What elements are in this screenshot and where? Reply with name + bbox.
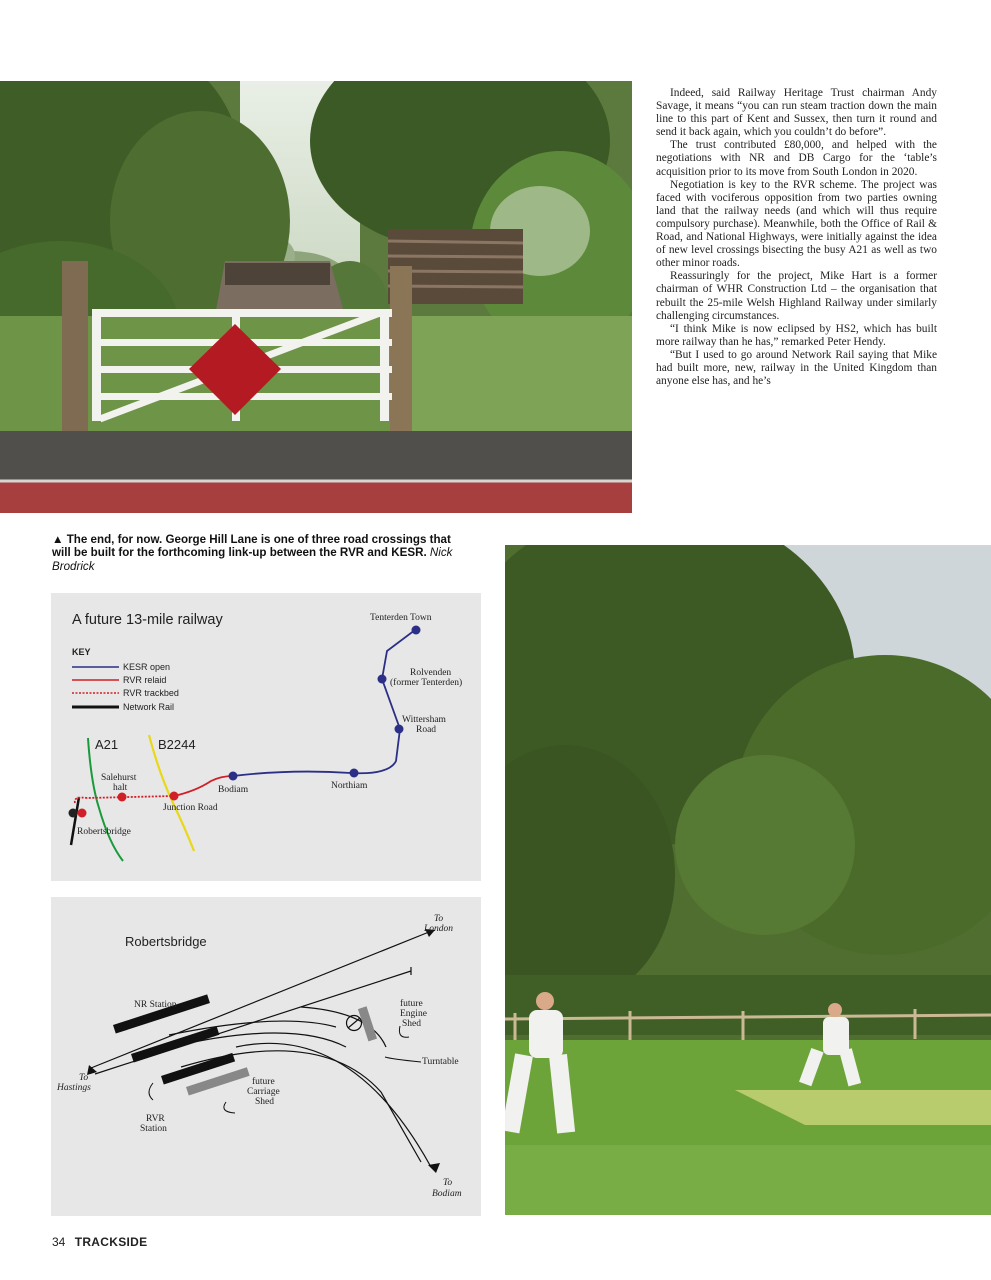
railway-map-svg	[51, 593, 481, 881]
label-engine-shed-2: Engine	[400, 1009, 427, 1019]
article-body	[656, 87, 937, 388]
key-label-rvr-relaid: RVR relaid	[123, 675, 167, 685]
road-a21-line	[88, 738, 123, 861]
label-engine-shed-3: Shed	[402, 1019, 421, 1029]
caption-text: The end, for now. George Hill Lane is one of three road crossings that will be built for the forthcoming link-up between the RVR and KESR.	[52, 533, 451, 560]
label-rvr-station: RVR	[146, 1114, 165, 1124]
label-to-hastings: To	[79, 1073, 89, 1083]
label-carriage-shed-2: Carriage	[247, 1087, 280, 1097]
map-future-railway	[51, 593, 481, 881]
map-key-title: KEY	[72, 647, 91, 657]
page-footer	[52, 1235, 147, 1249]
photo-cricket-match	[505, 545, 991, 1215]
article-paragraph: Reassuringly for the project, Mike Hart is a former chairman of WHR Construction Ltd – the organisation that rebuilt the 25-mile Welsh Highland Railway under similarly challenging circumstances.	[656, 270, 937, 322]
label-tenterden: Tenterden Town	[370, 613, 432, 623]
station-dot-bodiam	[229, 772, 238, 781]
network-rail-line	[71, 797, 79, 845]
photo-caption	[52, 533, 472, 573]
road-label-a21: A21	[95, 737, 119, 752]
article-paragraph: The trust contributed £80,000, and helped with the negotiations with NR and DB Cargo for the ‘table’s acquisition prior to its move from South London in 2020.	[656, 139, 937, 178]
label-to-bodiam: To	[443, 1178, 453, 1188]
article-paragraph: Negotiation is key to the RVR scheme. The project was faced with vociferous opposition from two parties owning land that the railway needs (and which will thus require compulsory purchase). Meanwhile, both the Office of Rail & Road, and National Highways, were initially against the idea of new level crossings bisecting the busy A21 as well as two other minor roads.	[656, 178, 937, 270]
label-junction-road: Junction Road	[163, 803, 218, 813]
caption-marker-icon: ▲	[52, 533, 64, 546]
label-carriage-shed-3: Shed	[255, 1097, 274, 1107]
key-label-rvr-trackbed: RVR trackbed	[123, 688, 179, 698]
station-dot-robertsbridge-nr	[69, 809, 78, 818]
station-dot-wittersham	[395, 725, 404, 734]
label-carriage-shed-1: future	[252, 1077, 275, 1087]
label-rvr-station-2: Station	[140, 1124, 167, 1134]
article-paragraph: Indeed, said Railway Heritage Trust chairman Andy Savage, it means “you can run steam traction down the main line to this part of Kent and Sussex, then turn it round and send it back again, which you couldn’t do before”.	[656, 87, 937, 139]
label-to-bodiam-2: Bodiam	[432, 1189, 462, 1199]
map-title: A future 13-mile railway	[72, 612, 223, 628]
map-robertsbridge	[51, 897, 481, 1216]
road-label-b2244: B2244	[158, 737, 196, 752]
page-number: 34	[52, 1235, 66, 1249]
key-label-kesr: KESR open	[123, 662, 171, 672]
label-rolvenden: Rolvenden	[410, 668, 452, 678]
robertsbridge-map-svg	[51, 897, 481, 1216]
station-dot-northiam	[350, 769, 359, 778]
platform-nr-2	[131, 1026, 219, 1062]
caption-credit: Nick Brodrick	[52, 546, 453, 573]
label-engine-shed-1: future	[400, 999, 423, 1009]
label-rolvenden-former: (former Tenterden)	[390, 678, 463, 688]
label-northiam: Northiam	[331, 781, 368, 791]
station-dot-junction-road	[170, 792, 179, 801]
label-bodiam: Bodiam	[218, 785, 249, 795]
station-dot-salehurst	[118, 793, 127, 802]
station-map-title: Robertsbridge	[125, 934, 207, 949]
station-dot-robertsbridge-rvr	[78, 809, 87, 818]
label-nr-station: NR Station	[134, 1000, 177, 1010]
label-wittersham: Wittersham	[402, 715, 446, 725]
key-label-network-rail: Network Rail	[123, 702, 175, 712]
cricket-photo-illustration	[505, 545, 991, 1215]
station-dot-rolvenden	[378, 675, 387, 684]
label-salehurst-halt: halt	[113, 783, 128, 793]
gate-photo-illustration	[0, 81, 632, 513]
engine-shed-shape	[358, 1006, 377, 1041]
article-paragraph: “I think Mike is now eclipsed by HS2, which has built more railway than he has,” remarked Peter Hendy.	[656, 322, 937, 348]
article-paragraph: “But I used to go around Network Rail saying that Mike had built more, new, railway in the United Kingdom than anyone else has, and he’s	[656, 348, 937, 388]
label-to-london: To	[434, 914, 444, 924]
magazine-name: TRACKSIDE	[74, 1235, 148, 1249]
station-dot-tenterden	[412, 626, 421, 635]
label-to-london-2: London	[424, 924, 454, 934]
photo-level-crossing-gate	[0, 81, 632, 513]
kesr-line	[233, 630, 415, 776]
label-salehurst: Salehurst	[101, 773, 137, 783]
label-wittersham-road: Road	[416, 725, 437, 735]
label-turntable: Turntable	[422, 1057, 459, 1067]
label-to-hastings-2: Hastings	[57, 1083, 91, 1093]
label-robertsbridge: Robertsbridge	[77, 827, 131, 837]
